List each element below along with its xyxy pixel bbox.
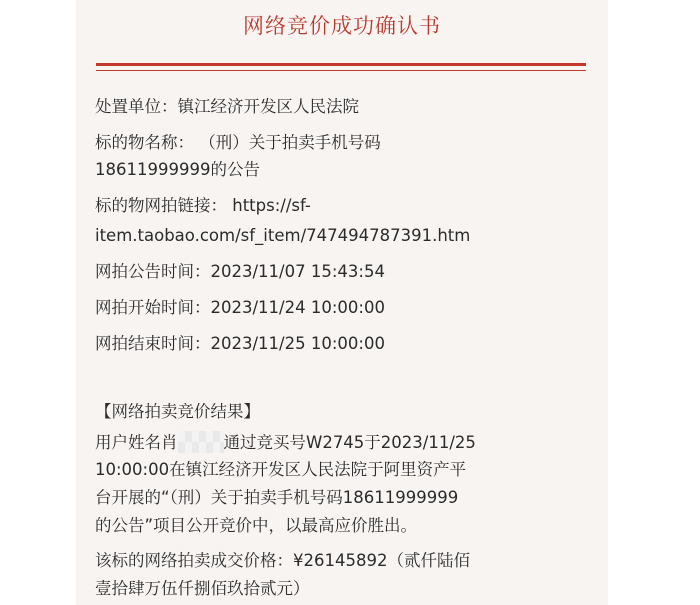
end-time-label: 网拍结束时间： [95,334,211,353]
item-link-value-2: item.taobao.com/sf_item/747494787391.htm [95,226,471,245]
redacted-name-mosaic [178,431,224,453]
result-line-2: 10:00:00在镇江经济开发区人民法院于阿里资产平 [95,460,467,479]
item-name-line [95,132,381,154]
title-divider-thin [96,70,586,71]
start-time-line [95,297,385,319]
final-price-line-1: 该标的网络拍卖成交价格：¥26145892（贰仟陆佰 [95,551,470,570]
title-divider-thick [96,63,586,66]
announce-time-line [95,261,385,283]
disposal-unit-label: 处置单位： [95,97,178,116]
announce-time-label: 网拍公告时间： [95,262,211,281]
document-title: 网络竞价成功确认书 [243,14,441,38]
result-line-3: 台开展的“（刑）关于拍卖手机号码18611999999 [95,488,459,507]
item-name-label: 标的物名称： [95,133,194,152]
disposal-unit-line [95,96,359,118]
item-link-line [95,195,311,217]
end-time-line [95,333,385,355]
start-time-value: 2023/11/24 10:00:00 [210,298,385,317]
result-user-prefix: 用户姓名肖 [95,433,178,452]
result-bid-info: 通过竞买号W2745于2023/11/25 [223,433,476,452]
result-heading: 【网络拍卖竞价结果】 [95,402,260,421]
start-time-label: 网拍开始时间： [95,298,211,317]
result-line-1 [95,431,476,454]
item-name-value-1: （刑）关于拍卖手机号码 [199,133,381,152]
item-name-value-2: 18611999999的公告 [95,160,260,179]
final-price-line-2: 壹拾肆万伍仟捌佰玖拾贰元） [95,579,310,598]
end-time-value: 2023/11/25 10:00:00 [210,334,385,353]
announce-time-value: 2023/11/07 15:43:54 [210,262,385,281]
confirmation-document [76,0,608,605]
item-link-label: 标的物网拍链接： [95,196,227,215]
item-link-value-1: https://sf- [232,196,311,215]
disposal-unit-value: 镇江经济开发区人民法院 [177,97,359,116]
result-line-4: 的公告”项目公开竞价中，以最高应价胜出。 [95,516,418,535]
